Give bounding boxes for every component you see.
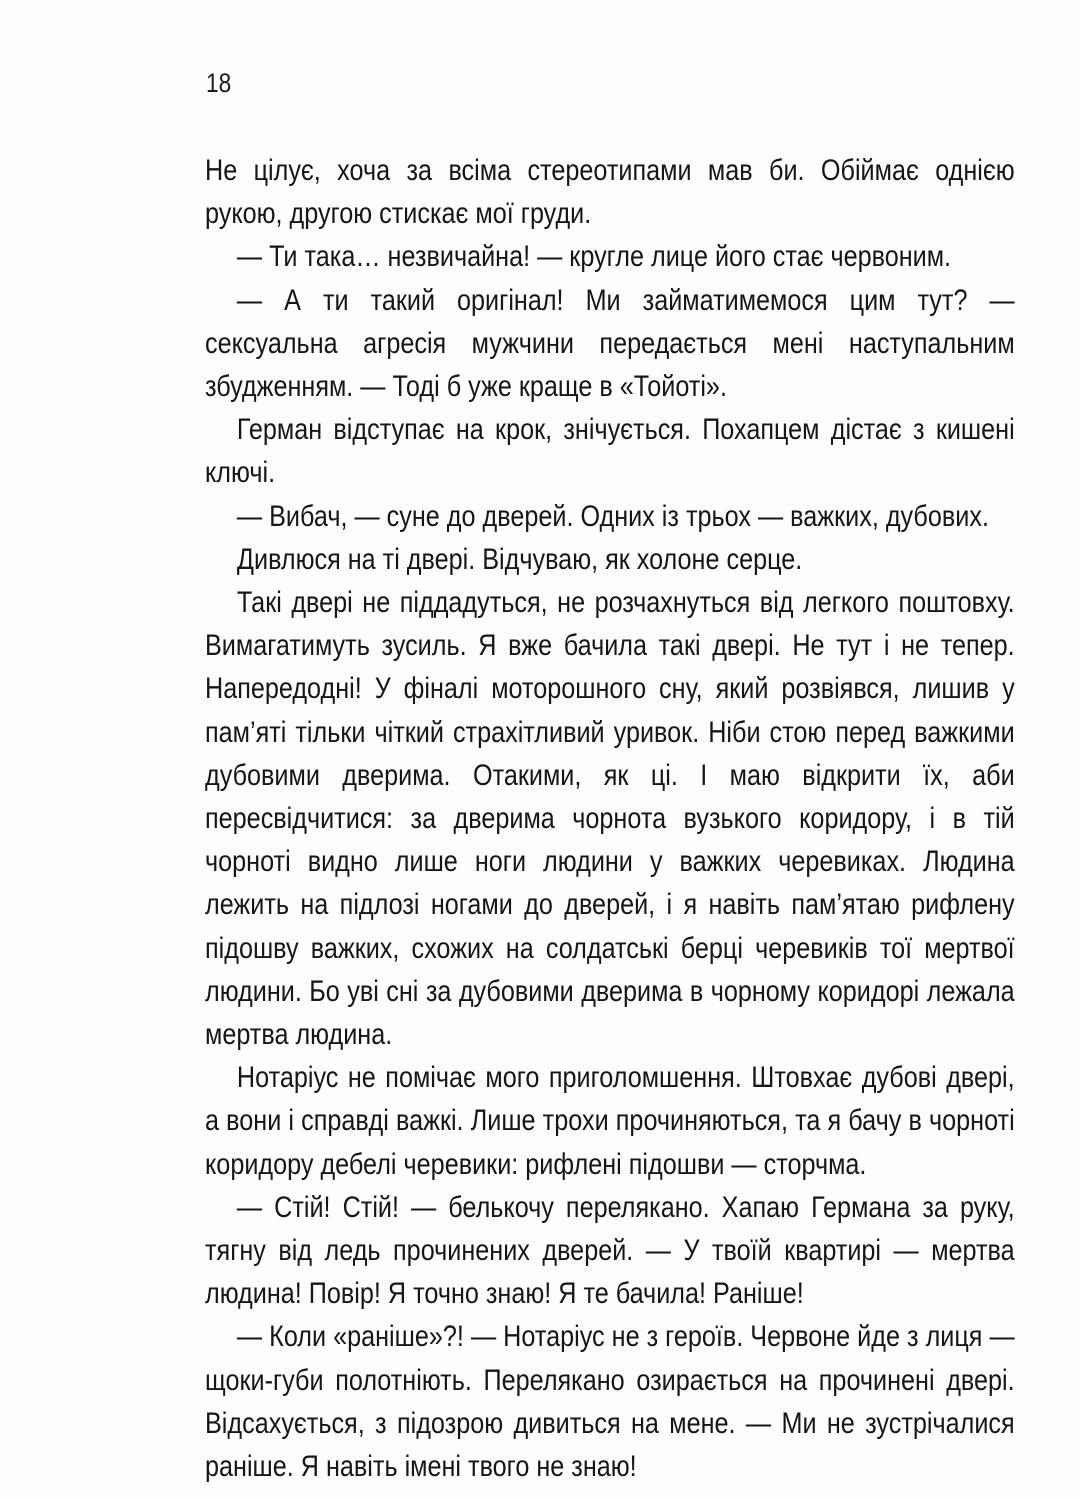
paragraph xyxy=(205,581,1015,1056)
paragraph-text: — Вибач, — суне до дверей. Одних із трьох — важких, дубових. xyxy=(236,499,989,533)
paragraph xyxy=(205,1315,1015,1488)
paragraph xyxy=(205,235,1015,278)
page-number: 18 xyxy=(206,68,232,98)
paragraph xyxy=(205,1186,1015,1316)
paragraph-text: — Ти така… незвичайна! — кругле лице його стає червоним. xyxy=(236,240,952,274)
paragraph-text: Нотаріус не помічає мого приголомшення. Штовхає дубові двері, а вони і справді важкі. Лише трохи прочиняються, та я бачу в чорноті коридору дебелі черевики: рифлені підошви — сторчма. xyxy=(205,1061,1015,1181)
paragraph xyxy=(205,1056,1015,1186)
paragraph xyxy=(205,495,1015,538)
body-text xyxy=(205,149,1015,1488)
paragraph-text: — Коли «раніше»?! — Нотаріус не з героїв. Червоне йде з лиця — щоки-губи полотніють. Перелякано озирається на прочинені двері. Відсахується, з підозрою дивиться на мене. — Ми не зустрічалися раніше. Я навіть імені твого не знаю! xyxy=(205,1320,1015,1484)
paragraph-text: Дивлюся на ті двері. Відчуваю, як холоне серце. xyxy=(236,542,803,576)
paragraph xyxy=(205,279,1015,409)
paragraph xyxy=(205,538,1015,581)
paragraph-text: — А ти такий оригінал! Ми займатимемося цим тут? — сексуальна агресія мужчини передається мені наступальним збудженням. — Тоді б уже краще в «Тойоті». xyxy=(205,283,1015,404)
paragraph-text: Герман відступає на крок, знічується. Похапцем дістає з кишені ключі. xyxy=(205,413,1015,490)
paragraph xyxy=(205,408,1015,494)
paragraph xyxy=(205,149,1015,235)
paragraph-text: Такі двері не піддадуться, не розчахнуться від легкого поштовху. Вимагатимуть зусиль. Я вже бачила такі двері. Не тут і не тепер. Напередодні! У фіналі моторошного сну, який розвіявся, лишив у пам’яті тільки чіткий страхітливий уривок. Ніби стою перед важкими дубовими дверима. Отакими, як ці. І маю відкрити їх, аби пересвідчитися: за дверима чорнота вузького коридору, і в тій чорноті видно лише ноги людини у важких черевиках. Людина лежить на підлозі ногами до дверей, і я навіть пам’ятаю рифлену підошву важких, схожих на солдатські берці черевиків тої мертвої людини. Бо уві сні за дубовими дверима в чорному коридорі лежала мертва людина. xyxy=(205,586,1015,1052)
paragraph-text: — Стій! Стій! — белькочу перелякано. Хапаю Германа за руку, тягну від ледь прочинених дверей. — У твоїй квартирі — мертва людина! Повір! Я точно знаю! Я те бачила! Раніше! xyxy=(205,1190,1015,1311)
paragraph-text: Не цілує, хоча за всіма стереотипами мав би. Обіймає однією рукою, другою стискає мої груди. xyxy=(205,154,1015,231)
